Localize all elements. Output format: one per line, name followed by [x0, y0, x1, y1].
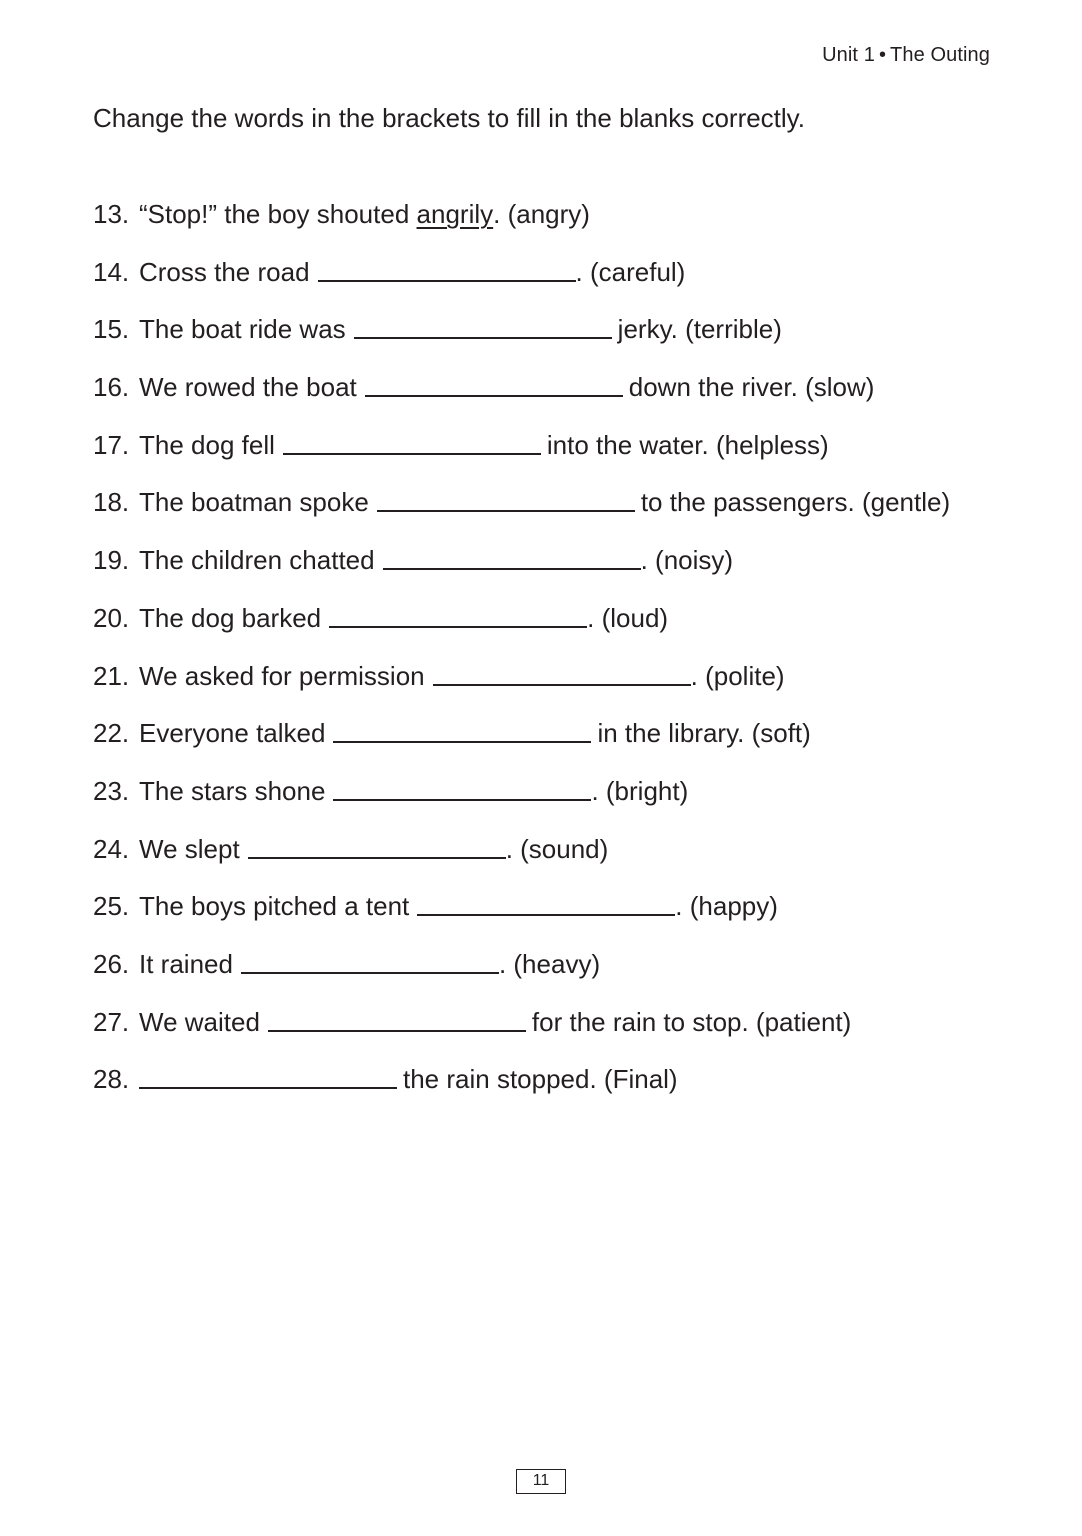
exercise-instruction: Change the words in the brackets to fill in the blanks correctly. — [93, 103, 805, 133]
item-text-after: . (polite) — [690, 660, 785, 691]
answer-blank[interactable] — [283, 426, 541, 455]
item-number: 27. — [93, 1006, 130, 1037]
item-text-before: The boatman spoke — [139, 487, 369, 518]
item-number: 15. — [93, 314, 130, 345]
item-text-before: We asked for permission — [139, 660, 425, 691]
exercise-item-18 — [93, 483, 1033, 541]
item-number: 25. — [93, 891, 130, 922]
item-text-before: Everyone talked — [139, 718, 326, 749]
item-text-before: The dog barked — [139, 602, 322, 633]
exercise-item-14 — [93, 253, 1033, 311]
item-number: 24. — [93, 833, 130, 864]
item-text-before: The boys pitched a tent — [139, 891, 410, 922]
item-text-after: . (loud) — [587, 602, 669, 633]
page-number: 11 — [516, 1469, 566, 1494]
item-number: 23. — [93, 775, 130, 806]
exercise-item-16 — [93, 368, 1033, 426]
answer-blank[interactable] — [365, 368, 623, 397]
unit-title: The Outing — [890, 44, 990, 66]
exercise-item-23 — [93, 772, 1033, 830]
item-text-before: It rained — [139, 948, 233, 979]
item-number: 21. — [93, 660, 130, 691]
item-text-after: the rain stopped. (Final) — [403, 1064, 678, 1095]
item-text-after: . (careful) — [575, 256, 686, 287]
header-separator: • — [878, 44, 887, 66]
answer-blank[interactable] — [268, 1003, 526, 1032]
exercise-item-27 — [93, 1003, 1033, 1061]
item-number: 18. — [93, 487, 130, 518]
exercise-item-13 — [93, 195, 1033, 253]
item-text-after: into the water. (helpless) — [546, 429, 829, 460]
exercise-item-22 — [93, 714, 1033, 772]
item-text-before: The stars shone — [139, 775, 326, 806]
item-text-after: to the passengers. (gentle) — [640, 487, 951, 518]
item-text-before: The children chatted — [139, 545, 375, 576]
exercise-item-25 — [93, 887, 1033, 945]
item-number: 20. — [93, 602, 130, 633]
answer-blank[interactable] — [329, 599, 587, 628]
answer-blank[interactable] — [139, 1060, 397, 1089]
answer-blank[interactable] — [248, 830, 506, 859]
item-text-after: . (bright) — [591, 775, 689, 806]
answer-blank[interactable] — [241, 945, 499, 974]
answer-blank[interactable] — [377, 483, 635, 512]
item-number: 26. — [93, 948, 130, 979]
item-number: 14. — [93, 256, 130, 287]
exercise-item-24 — [93, 830, 1033, 888]
item-number: 17. — [93, 429, 130, 460]
answer-blank[interactable] — [333, 772, 591, 801]
item-number: 22. — [93, 718, 130, 749]
item-text-after: down the river. (slow) — [628, 372, 875, 403]
item-text-before: Cross the road — [139, 256, 310, 287]
answer-blank[interactable] — [383, 541, 641, 570]
item-text-before: The boat ride was — [139, 314, 346, 345]
item-text-after: . (noisy) — [640, 545, 734, 576]
item-number: 28. — [93, 1064, 130, 1095]
item-text-after: jerky. (terrible) — [617, 314, 782, 345]
item-text-after: in the library. (soft) — [597, 718, 811, 749]
exercise-item-19 — [93, 541, 1033, 599]
answer-blank[interactable] — [433, 657, 691, 686]
exercise-item-26 — [93, 945, 1033, 1003]
running-header — [822, 44, 990, 67]
exercise-item-28 — [93, 1060, 1033, 1118]
exercise-item-21 — [93, 657, 1033, 715]
item-number: 19. — [93, 545, 130, 576]
exercise-item-20 — [93, 599, 1033, 657]
item-number: 16. — [93, 372, 130, 403]
item-text-before: We rowed the boat — [139, 372, 357, 403]
exercise-item-17 — [93, 426, 1033, 484]
exercise-item-15 — [93, 310, 1033, 368]
item-text-after: . (happy) — [675, 891, 778, 922]
item-text-after: . (angry) — [493, 199, 590, 229]
item-text-before: “Stop!” the boy shouted — [139, 199, 410, 229]
item-number: 13. — [93, 199, 130, 229]
answer-blank[interactable] — [333, 714, 591, 743]
item-text-before: The dog fell — [139, 429, 275, 460]
exercise-list — [93, 195, 1033, 1118]
example-answer: angrily — [416, 199, 494, 229]
item-text-after: . (heavy) — [498, 948, 601, 979]
unit-label: Unit 1 — [822, 44, 875, 66]
item-text-before: We slept — [139, 833, 240, 864]
answer-blank[interactable] — [318, 253, 576, 282]
item-text-before: We waited — [139, 1006, 260, 1037]
item-text-after: . (sound) — [505, 833, 609, 864]
answer-blank[interactable] — [354, 310, 612, 339]
item-text-after: for the rain to stop. (patient) — [531, 1006, 852, 1037]
answer-blank[interactable] — [417, 887, 675, 916]
